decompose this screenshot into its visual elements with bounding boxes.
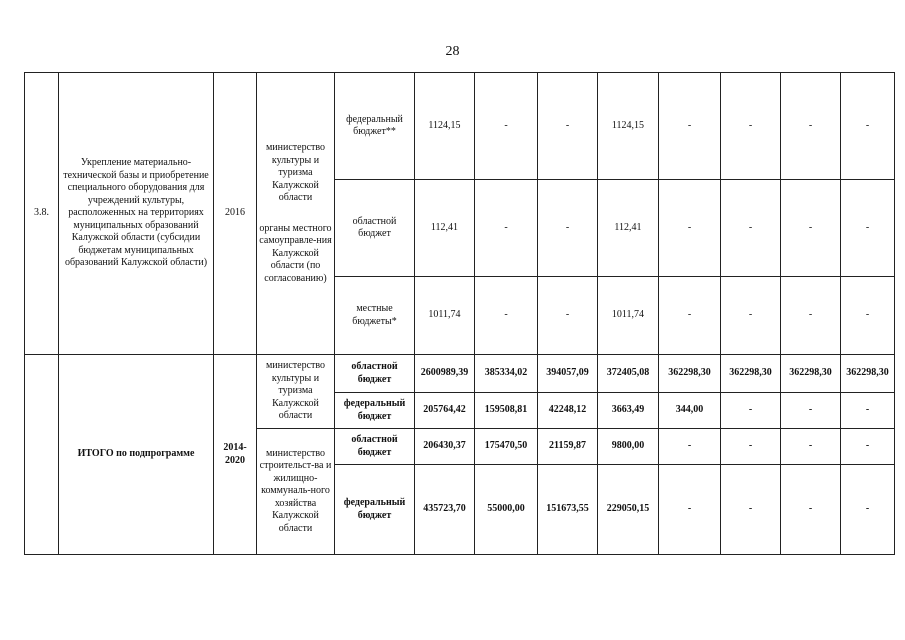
value-cell: 362298,30	[721, 355, 781, 393]
value-cell: 42248,12	[538, 393, 598, 429]
measure-number: 3.8.	[25, 73, 59, 355]
value-cell: 1011,74	[415, 277, 475, 355]
value-cell: -	[659, 277, 721, 355]
value-cell: -	[659, 465, 721, 555]
value-cell: -	[721, 429, 781, 465]
measure-executors	[257, 73, 335, 355]
value-cell: -	[841, 465, 895, 555]
measure-row-1	[25, 73, 895, 180]
value-cell: 385334,02	[475, 355, 538, 393]
value-cell: 175470,50	[475, 429, 538, 465]
value-cell: -	[659, 429, 721, 465]
value-cell: -	[841, 180, 895, 277]
value-cell: 1124,15	[415, 73, 475, 180]
value-cell: 21159,87	[538, 429, 598, 465]
value-cell: -	[659, 73, 721, 180]
value-cell: 229050,15	[598, 465, 659, 555]
measure-executor-2: органы местного самоуправле-ния Калужской области (по согласованию)	[259, 222, 332, 284]
value-cell: 362298,30	[659, 355, 721, 393]
value-cell: 9800,00	[598, 429, 659, 465]
value-cell: 151673,55	[538, 465, 598, 555]
value-cell: 362298,30	[841, 355, 895, 393]
value-cell: 394057,09	[538, 355, 598, 393]
value-cell: 205764,42	[415, 393, 475, 429]
value-cell: -	[721, 73, 781, 180]
value-cell: -	[841, 73, 895, 180]
funding-source: областной бюджет	[335, 355, 415, 393]
total-years: 2014-2020	[214, 355, 257, 555]
value-cell: 435723,70	[415, 465, 475, 555]
value-cell: 112,41	[598, 180, 659, 277]
value-cell: 2600989,39	[415, 355, 475, 393]
total-executor-1: министерство культуры и туризма Калужской области	[257, 355, 335, 429]
value-cell: 1124,15	[598, 73, 659, 180]
total-number	[25, 355, 59, 555]
value-cell: 112,41	[415, 180, 475, 277]
funding-source: федеральный бюджет	[335, 393, 415, 429]
budget-table	[24, 72, 895, 555]
total-label: ИТОГО по подпрограмме	[59, 355, 214, 555]
value-cell: 1011,74	[598, 277, 659, 355]
value-cell: -	[781, 180, 841, 277]
page-number: 28	[445, 44, 460, 59]
funding-source: федеральный бюджет**	[335, 73, 415, 180]
value-cell: -	[841, 393, 895, 429]
value-cell: -	[538, 180, 598, 277]
value-cell: -	[721, 277, 781, 355]
value-cell: 362298,30	[781, 355, 841, 393]
value-cell: -	[721, 180, 781, 277]
value-cell: -	[721, 393, 781, 429]
value-cell: -	[659, 180, 721, 277]
funding-source: федеральный бюджет	[335, 465, 415, 555]
value-cell: -	[781, 393, 841, 429]
measure-name: Укрепление материально-технической базы и приобретение специального оборудования для учреждений культуры, расположенных на территориях муниципальных образований Калужской области (субсидии бюджетам муниципальных образований Калужской области)	[59, 73, 214, 355]
value-cell: -	[475, 277, 538, 355]
funding-source: областной бюджет	[335, 429, 415, 465]
value-cell: -	[781, 429, 841, 465]
value-cell: -	[781, 465, 841, 555]
value-cell: -	[841, 429, 895, 465]
value-cell: -	[475, 180, 538, 277]
measure-year: 2016	[214, 73, 257, 355]
value-cell: 3663,49	[598, 393, 659, 429]
value-cell: -	[538, 277, 598, 355]
value-cell: 372405,08	[598, 355, 659, 393]
value-cell: -	[538, 73, 598, 180]
value-cell: -	[841, 277, 895, 355]
total-executor-2: министерство строительст-ва и жилищно-коммуналь-ного хозяйства Калужской области	[257, 429, 335, 555]
value-cell: 159508,81	[475, 393, 538, 429]
value-cell: -	[781, 73, 841, 180]
value-cell: 344,00	[659, 393, 721, 429]
value-cell: -	[721, 465, 781, 555]
value-cell: -	[781, 277, 841, 355]
funding-source: местные бюджеты*	[335, 277, 415, 355]
value-cell: -	[475, 73, 538, 180]
measure-executor-1: министерство культуры и туризма Калужской области	[265, 142, 326, 203]
value-cell: 206430,37	[415, 429, 475, 465]
funding-source: областной бюджет	[335, 180, 415, 277]
total-row-1	[25, 355, 895, 393]
value-cell: 55000,00	[475, 465, 538, 555]
